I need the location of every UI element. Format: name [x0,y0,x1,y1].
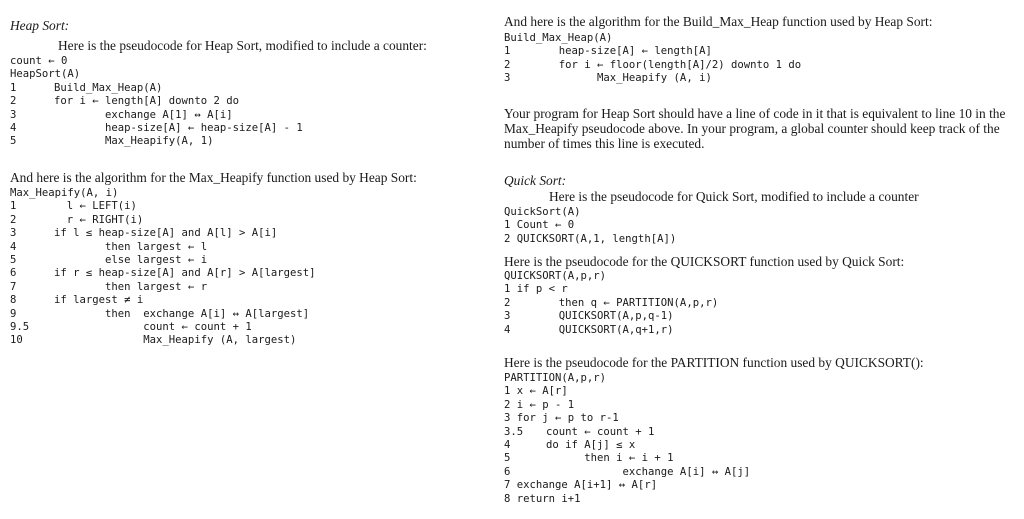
line-text: 2 i ← p - 1 [504,398,575,411]
heapsort-title: Heap Sort: [10,18,70,33]
code-line [504,412,750,425]
line-text: heap-size[A] ← heap-size[A] - 1 [54,121,303,134]
line-number: 8 [10,294,17,307]
code-line [10,55,303,68]
heapify-code [10,187,316,348]
build-max-heap-intro: And here is the algorithm for the Build_Max_Heap function used by Heap Sort: [504,14,933,29]
code-line [10,187,316,200]
quicksort-function-code [504,270,718,337]
line-text: 3 for j ← p to r-1 [504,412,619,425]
line-number: 4 [504,438,511,451]
line-number: 3.5 [504,425,524,438]
code-line [504,399,750,412]
code-line [504,59,801,72]
code-line [10,321,316,334]
line-text: for i ← length[A] downto 2 do [54,95,239,108]
code-line [504,452,750,465]
code-line [10,95,303,108]
code-line [504,324,718,337]
line-number: 4 [504,323,511,336]
line-text: then q ← PARTITION(A,p,r) [546,296,719,309]
code-line [10,241,316,254]
line-text: Build_Max_Heap(A) [54,81,163,94]
line-text: count ← count + 1 [546,425,655,438]
line-text: exchange A[i] ↔ A[j] [546,465,751,478]
line-text: if l ≤ heap-size[A] and A[l] > A[i] [54,227,278,240]
line-number: 7 [10,280,17,293]
code-line: QuickSort(A) [504,206,581,218]
partition-code [504,372,750,506]
line-text: count ← count + 1 [54,320,252,333]
code-line [10,227,316,240]
line-text: else largest ← i [54,253,208,266]
line-text: Build_Max_Heap(A) [504,32,613,44]
heapify-intro: And here is the algorithm for the Max_Heapify function used by Heap Sort: [10,170,417,185]
line-number: 2 [504,296,511,309]
line-text: 8 return i+1 [504,492,581,505]
line-text: 1 x ← A[r] [504,385,568,398]
line-text: Max_Heapify (A, largest) [54,334,297,347]
line-text: r ← RIGHT(i) [54,213,144,226]
line-text: 7 exchange A[i+1] ↔ A[r] [504,479,658,492]
code-line [504,372,750,385]
code-line [504,283,718,296]
code-line [10,82,303,95]
line-number: 3 [10,108,17,121]
line-number: 6 [10,267,17,280]
code-line [504,385,750,398]
line-number: 6 [504,465,511,478]
line-number: 4 [10,121,17,134]
heapsort-code [10,55,303,149]
line-text: HeapSort(A) [10,68,81,81]
line-text: do if A[j] ≤ x [546,438,636,451]
line-number: 3 [10,227,17,240]
code-line [10,68,303,81]
line-text: Max_Heapify(A, 1) [54,135,214,148]
line-text: QUICKSORT(A,p,q-1) [546,310,674,323]
line-number: 9 [10,307,17,320]
line-text: then exchange A[i] ↔ A[largest] [54,307,310,320]
line-text: then largest ← l [54,240,208,253]
line-text: heap-size[A] ← length[A] [546,45,712,58]
quicksort-function-intro: Here is the pseudocode for the QUICKSORT function used by Quick Sort: [504,254,905,269]
line-number: 3 [504,310,511,323]
code-line [10,254,316,267]
partition-intro: Here is the pseudocode for the PARTITION function used by QUICKSORT(): [504,355,924,370]
code-line [10,294,316,307]
code-line [10,122,303,135]
line-number: 5 [504,452,511,465]
build-max-heap-code [504,32,801,86]
line-number: 2 [10,213,17,226]
quicksort-code [504,206,676,246]
code-line [10,109,303,122]
line-number: 3 [504,72,511,85]
code-line [504,426,750,439]
code-line [504,439,750,452]
line-text: QUICKSORT(A,q+1,r) [546,323,674,336]
code-line [504,466,750,479]
line-number: 5 [10,253,17,266]
line-text: if r ≤ heap-size[A] and A[r] > A[largest] [54,267,316,280]
heapsort-intro: Here is the pseudocode for Heap Sort, modified to include a counter: [58,38,427,53]
line-text: then largest ← r [54,280,208,293]
code-line [504,493,750,506]
line-number: 2 [504,58,511,71]
line-text: 1 if p < r [504,283,568,296]
code-line [504,270,718,283]
code-line [10,267,316,280]
code-line [10,308,316,321]
line-number: 9.5 [10,320,30,333]
code-line [10,334,316,347]
code-line: 1 Count ← 0 [504,219,575,232]
line-text: count ← 0 [10,55,68,67]
line-text: Max_Heapify(A, i) [10,187,119,199]
line-number: 2 [10,95,17,108]
code-line [504,310,718,323]
code-line [504,297,718,310]
line-number: 1 [10,200,17,213]
code-line [10,281,316,294]
code-line [504,479,750,492]
code-line [504,32,801,45]
code-line [10,200,316,213]
program-note: Your program for Heap Sort should have a line of code in it that is equivalent to line 10 in the Max_Heapify pseudocode above. In your program, a global counter should keep track of the number of times this line is executed. [504,106,1006,151]
line-text: exchange A[1] ↔ A[i] [54,108,233,121]
line-number: 1 [10,81,17,94]
line-number: 10 [10,334,23,347]
code-line [504,72,801,85]
code-line [10,135,303,148]
quicksort-intro: Here is the pseudocode for Quick Sort, modified to include a counter [549,189,919,204]
code-line [10,214,316,227]
line-text: then i ← i + 1 [546,452,674,465]
quicksort-title: Quick Sort: [504,173,567,188]
line-number: 1 [504,45,511,58]
line-text: PARTITION(A,p,r) [504,372,607,384]
line-text: for i ← floor(length[A]/2) downto 1 do [546,58,802,71]
line-number: 5 [10,135,17,148]
line-text: Max_Heapify (A, i) [546,72,712,85]
line-text: QUICKSORT(A,p,r) [504,270,607,282]
code-line [504,45,801,58]
code-line: 2 QUICKSORT(A,1, length[A]) [504,232,677,245]
line-number: 4 [10,240,17,253]
line-text: l ← LEFT(i) [54,200,137,213]
line-text: if largest ≠ i [54,294,144,307]
